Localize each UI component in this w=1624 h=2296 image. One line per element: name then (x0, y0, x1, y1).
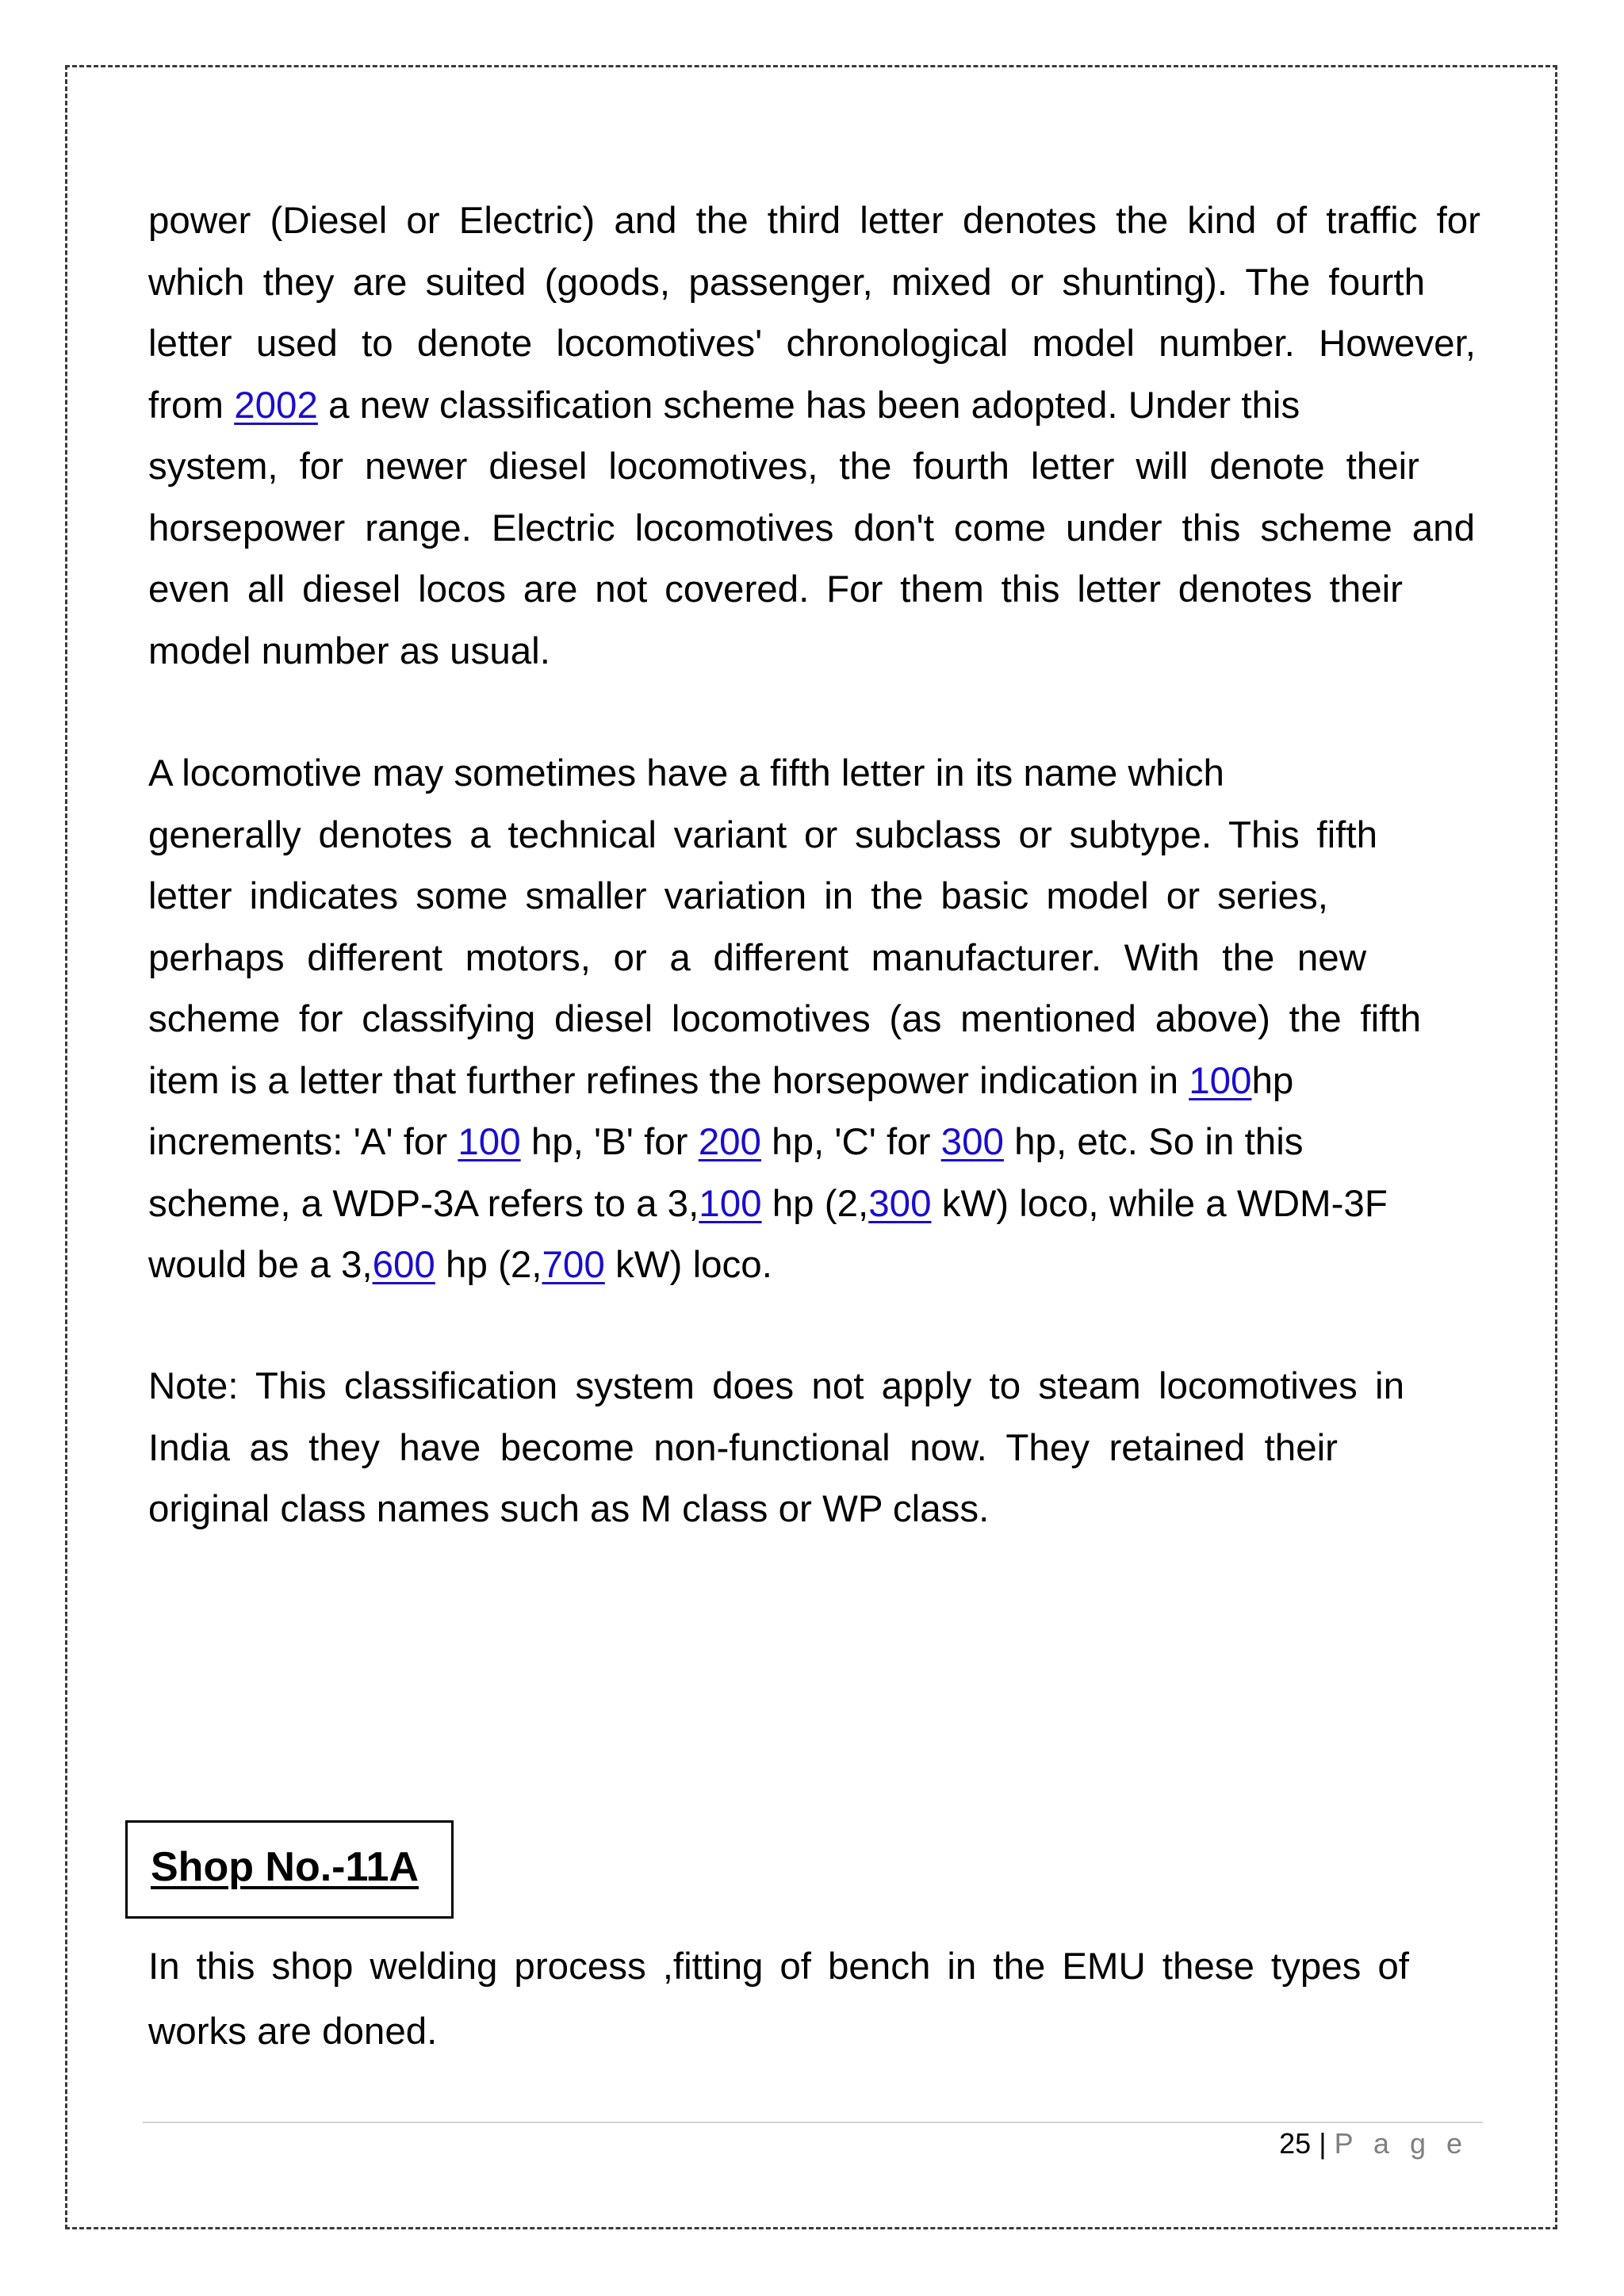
text-span: hp, etc. So in this (1003, 1121, 1304, 1163)
link-100[interactable]: 100 (458, 1121, 521, 1163)
link-2002[interactable]: 2002 (234, 384, 318, 427)
text-line: Note: This classification system does not apply to steam locomotives in (148, 1365, 1404, 1407)
text-line: model number as usual. (148, 629, 550, 672)
paragraph-shop (148, 1934, 1480, 2064)
text-span: hp, 'C' for (760, 1121, 941, 1163)
text-line: In this shop welding process ,fitting of bench in the EMU these types of (148, 1946, 1409, 1988)
text-line (148, 1173, 1480, 1235)
footer-divider (143, 2122, 1483, 2123)
text-line: generally denotes a technical variant or subclass or subtype. This fifth (148, 813, 1377, 856)
text-span: hp, 'B' for (520, 1121, 699, 1163)
section-heading-box (125, 1820, 454, 1919)
text-span: kW) loco, while a WDM-3F (931, 1182, 1388, 1225)
section-heading: Shop No.-11A (151, 1844, 419, 1890)
text-line: which they are suited (goods, passenger, mixed or shunting). The fourth (148, 261, 1425, 304)
link-200[interactable]: 200 (698, 1121, 761, 1163)
text-line: original class names such as M class or WP class. (148, 1488, 990, 1530)
text-line (148, 1050, 1480, 1112)
link-600[interactable]: 600 (372, 1244, 435, 1286)
text-line (148, 1234, 1480, 1296)
link-300[interactable]: 300 (940, 1121, 1004, 1163)
text-line: even all diesel locos are not covered. For them this letter denotes their (148, 568, 1403, 610)
paragraph-fifth-letter (148, 743, 1480, 1296)
text-line: perhaps different motors, or a different manufacturer. With the new (148, 936, 1366, 979)
text-line: A locomotive may sometimes have a fifth letter in its name which (148, 752, 1224, 794)
text-line: power (Diesel or Electric) and the third letter denotes the kind of traffic for (148, 200, 1480, 242)
link-700[interactable]: 700 (542, 1244, 605, 1286)
text-line: letter indicates some smaller variation in the basic model or series, (148, 875, 1328, 917)
text-span: hp (2, (435, 1244, 542, 1286)
text-line: scheme for classifying diesel locomotives (as mentioned above) the fifth (148, 998, 1421, 1040)
text-line (148, 1112, 1480, 1173)
paragraph-classification (148, 190, 1480, 682)
text-span: scheme, a WDP-3A refers to a 3, (148, 1182, 699, 1225)
footer-separator: | (1319, 2127, 1327, 2160)
text-line: India as they have become non-functional now. They retained their (148, 1426, 1338, 1469)
text-span: from (148, 384, 235, 427)
paragraph-note (148, 1356, 1480, 1540)
text-line: works are doned. (148, 2011, 438, 2053)
link-100[interactable]: 100 (699, 1182, 762, 1225)
text-span: item is a letter that further refines the horsepower indication in (148, 1059, 1189, 1102)
text-span: hp (2, (761, 1182, 869, 1225)
page-label: P a g e (1334, 2127, 1469, 2160)
text-span: hp (1251, 1059, 1294, 1102)
text-line: letter used to denote locomotives' chronological model number. However, (148, 323, 1476, 365)
text-span: kW) loco. (604, 1244, 772, 1286)
text-span: a new classification scheme has been adopted. Under this (317, 384, 1300, 427)
text-line (148, 375, 1480, 437)
text-line: horsepower range. Electric locomotives don't come under this scheme and (148, 507, 1475, 549)
text-span: would be a 3, (148, 1244, 373, 1286)
link-300[interactable]: 300 (868, 1182, 932, 1225)
text-line: system, for newer diesel locomotives, the fourth letter will denote their (148, 446, 1419, 488)
page-footer (1279, 2126, 1469, 2161)
text-span: increments: 'A' for (148, 1121, 458, 1163)
link-100[interactable]: 100 (1189, 1059, 1252, 1102)
page-number: 25 (1279, 2127, 1312, 2160)
